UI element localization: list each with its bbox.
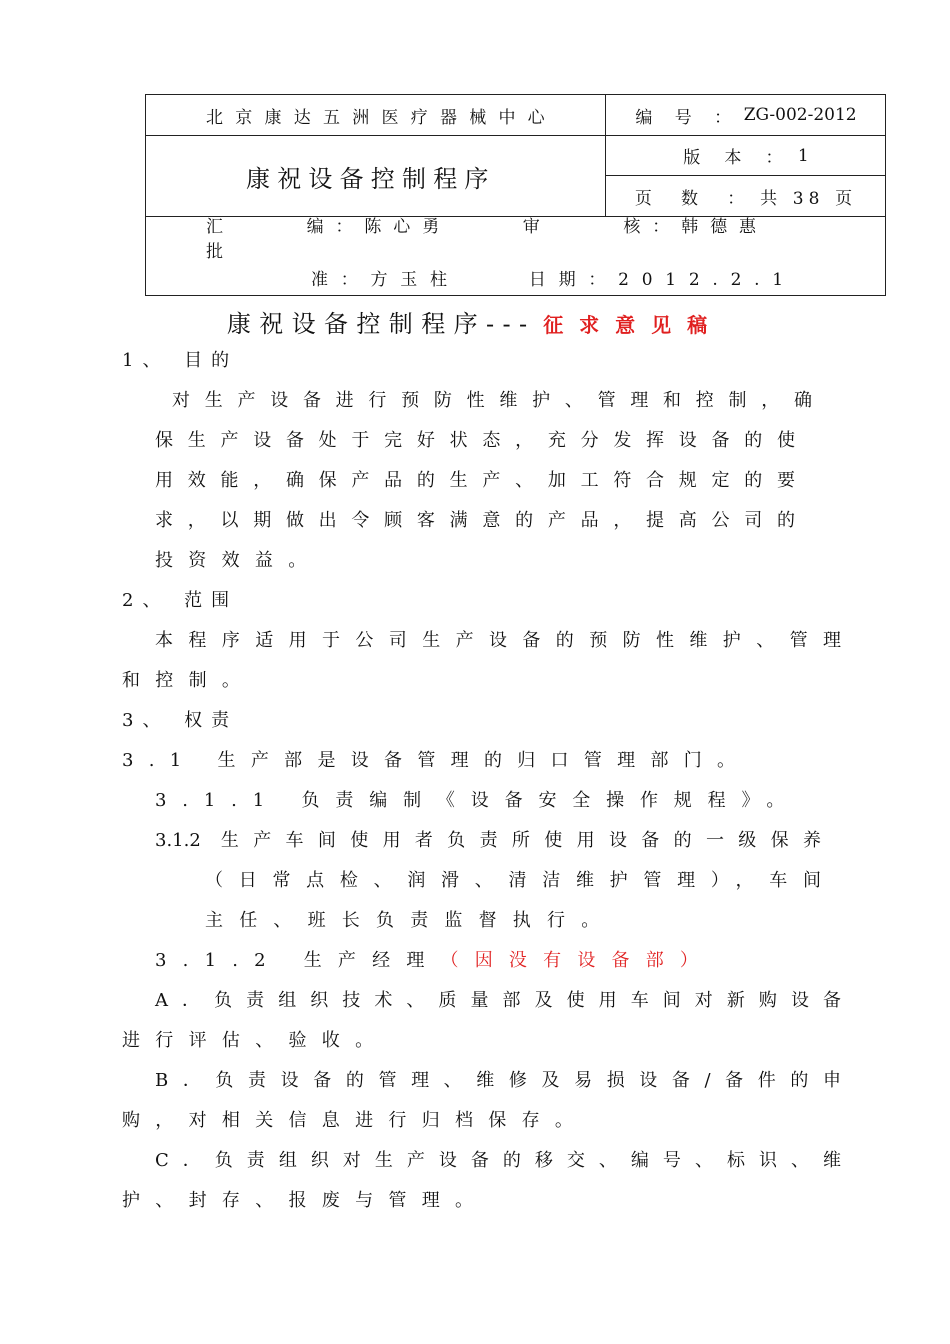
paragraph-line: （日常点检、润滑、清洁维护管理），车间 xyxy=(205,870,821,891)
draft-tag: 征求意见稿 xyxy=(543,313,724,337)
paragraph-line: 对生产设备进行预防性维护、管理和控制，确 xyxy=(172,390,812,411)
compiler-row: 汇 编：陈心勇 审 核：韩德惠 批 xyxy=(206,217,768,262)
paragraph-line: 本程序适用于公司生产设备的预防性维护、管理 xyxy=(155,630,841,651)
paragraph-line: 购，对相关信息进行归档保存。 xyxy=(122,1110,589,1131)
header-table xyxy=(145,94,886,296)
paragraph-line: C．负责组织对生产设备的移交、编号、标识、维 xyxy=(155,1150,841,1171)
org-name: 北京康达五洲医疗器械中心 xyxy=(206,107,557,128)
section-heading: 1、 目的 xyxy=(122,350,239,371)
paragraph-line: 用效能，确保产品的生产、加工符合规定的要 xyxy=(155,470,795,491)
paragraph-line: 求，以期做出令顾客满意的产品，提高公司的 xyxy=(155,510,795,531)
doc-code-cell xyxy=(606,95,886,135)
paragraph-line: 保生产设备处于完好状态，充分发挥设备的使 xyxy=(155,430,795,451)
paragraph-line: 主任、班长负责监督执行。 xyxy=(205,910,616,931)
red-note: （因没有设备部） xyxy=(440,950,715,971)
paragraph-line: 和控制。 xyxy=(122,670,256,691)
paragraph-line: 进行评估、验收。 xyxy=(122,1030,389,1051)
paragraph-line: 3.1.1 负责编制《设备安全操作规程》。 xyxy=(155,790,801,811)
paragraph-line: 护、封存、报废与管理。 xyxy=(122,1190,489,1211)
page-title xyxy=(0,304,950,339)
paragraph-line: A．负责组织技术、质量部及使用车间对新购设备 xyxy=(155,990,841,1011)
paragraph-line: 3.1.2 生产车间使用者负责所使用设备的一级保养 xyxy=(155,830,821,851)
version-cell xyxy=(606,136,886,175)
paragraph-line: 投资效益。 xyxy=(155,550,322,571)
pages-label: 页 数 ： xyxy=(634,188,757,209)
pages-cell xyxy=(606,176,886,216)
paragraph-line: 3.1 生产部是设备管理的归口管理部门。 xyxy=(122,750,751,771)
doc-title: 康祝设备控制程序 xyxy=(246,164,496,193)
pages-value: 共 38 页 xyxy=(760,188,858,209)
doc-code: ZG-002-2012 xyxy=(743,105,857,125)
title-main: 康祝设备控制程序--- xyxy=(226,310,536,338)
section-heading: 3、 权责 xyxy=(122,710,239,731)
version-label: 版 本 ： xyxy=(683,148,792,168)
approver-row: 准：方玉柱 日期：2012.2.1 xyxy=(311,269,796,290)
paragraph-line: B．负责设备的管理、维修及易损设备/备件的申 xyxy=(155,1070,841,1091)
version-value: 1 xyxy=(797,145,809,166)
section-heading: 2、 范围 xyxy=(122,590,239,611)
paragraph-line xyxy=(155,946,714,972)
doc-code-label: 编 号 ： xyxy=(635,107,740,128)
clause-number: 3.1.2 生产经理 xyxy=(155,950,441,971)
